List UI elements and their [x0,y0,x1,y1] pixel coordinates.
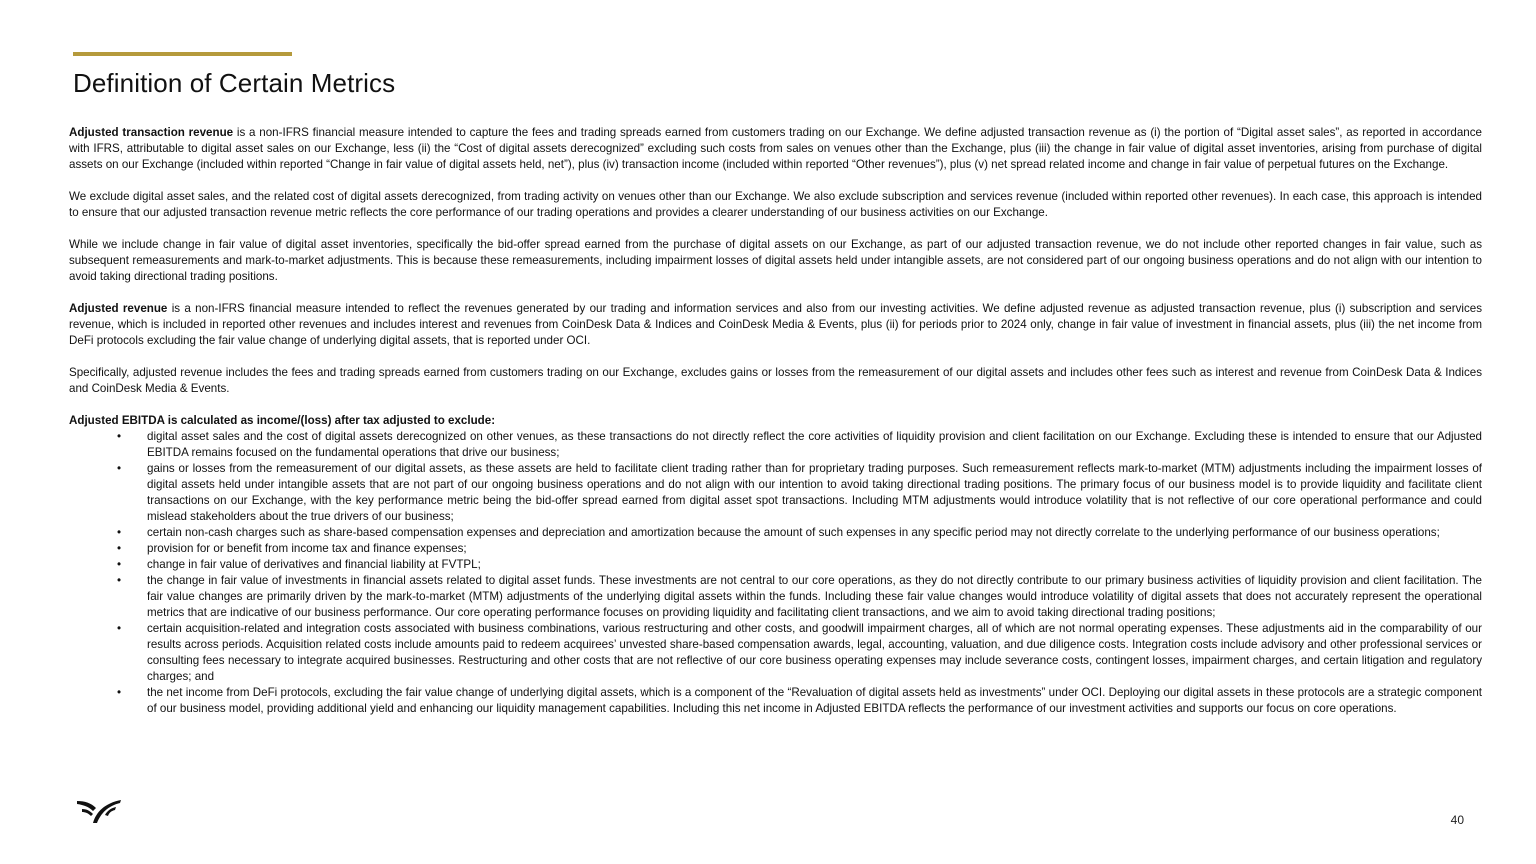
bullet-icon: • [117,430,122,443]
list-item-text: gains or losses from the remeasurement of our digital assets, as these assets are held to facilitate client trading rather than for proprietary trading purposes. Such remeasurement reflects mark-to-market (MTM) adjustments including the impairment losses of digital assets held under intangible assets that are not part of our ongoing business operations and do not align with our intention to avoid taking directional trading positions. The primary focus of our business model is to provide liquidity and facilitate client transactions on our Exchange, with the key performance metric being the bid-offer spread earned from digital asset spot transactions. Including MTM adjustments would introduce volatility that is not reflective of our core operational performance and could mislead stakeholders about the true drivers of our business; [147,462,1482,523]
list-item-text: certain non-cash charges such as share-based compensation expenses and depreciation and amortization because the amount of such expenses in any specific period may not directly correlate to the underlying performance of our business operations; [147,526,1440,539]
paragraph-adjusted-transaction-revenue [69,125,1482,173]
title-accent-bar [73,52,292,56]
main-content [69,125,1482,717]
list-item-text: certain acquisition-related and integration costs associated with business combinations, various restructuring and other costs, and goodwill impairment charges, all of which are not normal operating expenses. These adjustments aid in the comparability of our results across periods. Acquisition related costs include amounts paid to redeem acquirees’ unvested share-based compensation awards, legal, accounting, valuation, and due diligence costs. Integration costs include advisory and other professional services or consulting fees necessary to integrate acquired businesses. Restructuring and other costs that are not reflective of our core business operating expenses may include severance costs, contingent losses, impairment charges, and certain litigation and regulatory charges; and [147,622,1482,683]
bullet-icon: • [117,526,122,539]
bullet-icon: • [117,686,122,699]
term-adjusted-revenue: Adjusted revenue [69,302,168,315]
page-number: 40 [1450,813,1464,827]
paragraph-exclusions [69,189,1482,221]
bullet-icon: • [117,558,122,571]
paragraph-text: While we include change in fair value of digital asset inventories, specifically the bid-offer spread earned from the purchase of digital assets on our Exchange, as part of our adjusted transaction revenue, we do not include other reported changes in fair value, such as subsequent remeasurements and mark-to-market adjustments. This is because these remeasurements, including impairment losses of digital assets held under intangible assets, are not considered part of our ongoing business operations and do not align with our intention to avoid taking directional trading positions. [69,238,1482,283]
list-item [69,685,1482,717]
bullet-icon: • [117,622,122,635]
term-adjusted-transaction-revenue: Adjusted transaction revenue [69,126,234,139]
paragraph-adjusted-revenue [69,301,1482,349]
list-item-text: the net income from DeFi protocols, excluding the fair value change of underlying digital assets, which is a component of the “Revaluation of digital assets held as investments” under OCI. Deploying our digital assets in these protocols are a strategic component of our business model, providing additional yield and enhancing our liquidity management capabilities. Including this net income in Adjusted EBITDA reflects the performance of our investment activities and supports our focus on core operations. [147,686,1482,715]
bullet-icon: • [117,542,122,555]
list-item [69,621,1482,685]
list-item [69,541,1482,557]
list-item-text: provision for or benefit from income tax and finance expenses; [147,542,467,555]
paragraph-adjusted-revenue-detail [69,365,1482,397]
bullet-icon: • [117,574,122,587]
list-item [69,557,1482,573]
paragraph-text: is a non-IFRS financial measure intended to capture the fees and trading spreads earned from customers trading on our Exchange. We define adjusted transaction revenue as (i) the portion of “Digital asset sales”, as reported in accordance with IFRS, attributable to digital asset sales on our Exchange, less (ii) the “Cost of digital assets derecognized” excluding such costs from sales on venues other than the Exchange, plus (iii) the change in fair value of digital asset inventories, arising from purchase of digital assets on our Exchange (included within reported “Change in fair value of digital assets held, net”), plus (iv) transaction income (included within reported “Other revenues”), plus (v) net spread related income and change in fair value of perpetual futures on the Exchange. [69,126,1482,171]
adjusted-ebitda-heading: Adjusted EBITDA is calculated as income/(loss) after tax adjusted to exclude: [69,414,496,427]
page-title: Definition of Certain Metrics [73,68,396,98]
adjusted-ebitda-list [69,429,1482,717]
bullet-icon: • [117,462,122,475]
list-item [69,461,1482,525]
paragraph-text: Specifically, adjusted revenue includes the fees and trading spreads earned from customers trading on our Exchange, excludes gains or losses from the remeasurement of our digital assets and includes other fees such as interest and revenue from CoinDesk Data & Indices and CoinDesk Media & Events. [69,366,1482,395]
list-item [69,573,1482,621]
list-item [69,525,1482,541]
list-item [69,429,1482,461]
list-item-text: digital asset sales and the cost of digital assets derecognized on other venues, as these transactions do not directly reflect the core activities of liquidity provision and client facilitation on our Exchange. Excluding these is intended to ensure that our Adjusted EBITDA remains focused on the fundamental operations that drive our business; [147,430,1482,459]
paragraph-fair-value [69,237,1482,285]
paragraph-text: We exclude digital asset sales, and the related cost of digital assets derecognized, from trading activity on venues other than our Exchange. We also exclude subscription and services revenue (included within reported other revenues). In each case, this approach is intended to ensure that our adjusted transaction revenue metric reflects the core performance of our trading operations and provides a clearer understanding of our business activities on our Exchange. [69,190,1482,219]
paragraph-text: is a non-IFRS financial measure intended to reflect the revenues generated by our trading and information services and also from our investing activities. We define adjusted revenue as adjusted transaction revenue, plus (i) subscription and services revenue, which is included in reported other revenues and includes interest and revenues from CoinDesk Data & Indices and CoinDesk Media & Events, plus (ii) for periods prior to 2024 only, change in fair value of investment in financial assets, plus (iii) the net income from DeFi protocols excluding the fair value change of underlying digital assets, that is reported under OCI. [69,302,1482,347]
list-item-text: the change in fair value of investments in financial assets related to digital asset funds. These investments are not central to our core operations, as they do not directly contribute to our primary business activities of liquidity provision and client facilitation. The fair value changes are primarily driven by the mark-to-market (MTM) adjustments of the underlying digital assets within the funds. Including these fair value changes would introduce volatility of digital assets that does not accurately represent the operational metrics that are indicative of our business performance. Our core operating performance focuses on providing liquidity and facilitating client transactions, and we aim to avoid taking directional trading positions; [147,574,1482,619]
company-logo-icon [76,798,122,824]
list-item-text: change in fair value of derivatives and financial liability at FVTPL; [147,558,481,571]
